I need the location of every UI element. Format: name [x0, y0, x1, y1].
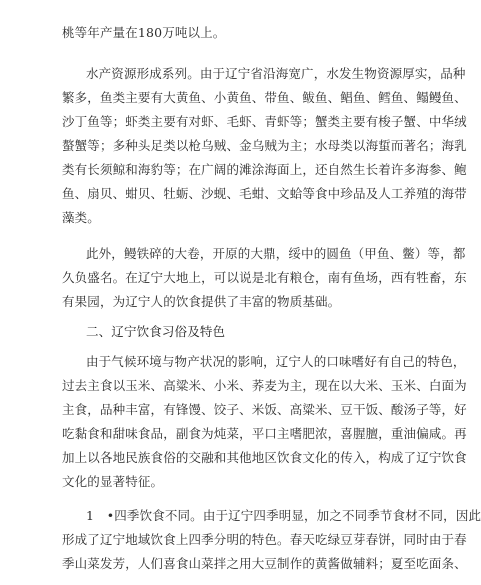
paragraph-line: 由于气候环境与物产状况的影响，辽宁人的口味嗜好有自己的特色， [86, 354, 466, 369]
paragraph-line: 久负盛名。在辽宁大地上，可以说是北有粮仓，南有鱼场，西有牲畜，东 [62, 270, 467, 285]
paragraph-line: 藻类。 [62, 210, 100, 225]
paragraph-line: 吃黏食和甜味食品，副食为炖菜，平口主嗜肥浓，喜腥膻，重油偏咸。再 [62, 426, 467, 441]
paragraph-line: 繁多，鱼类主要有大黄鱼、小黄鱼、带鱼、鲅鱼、鲳鱼、鳕鱼、鳎鳗鱼、 [62, 90, 467, 105]
paragraph-line: 过去主食以玉米、高粱米、小米、荞麦为主，现在以大米、玉米、白面为 [62, 378, 467, 393]
paragraph-line: 形成了辽宁地域饮食上四季分明的特色。春天吃绿豆芽春饼，同时由于春 [62, 532, 467, 547]
paragraph-line: 类有长须鲸和海豹等；在广阔的滩涂海面上，还自然生长着许多海参、鲍 [62, 162, 467, 177]
paragraph-line: 此外，鳗铁碎的大卷，开原的大鼎，绥中的圆鱼（甲鱼、鳖）等，都 [86, 246, 466, 261]
paragraph-line: 鱼、扇贝、蚶贝、牡蛎、沙蚬、毛蚶、文蛤等食中珍品及人工养殖的海带 [62, 186, 467, 201]
paragraph-line: 季山菜发芳，人们喜食山菜拌之用大豆制作的黄酱做辅料；夏至吃面条、 [62, 556, 467, 571]
paragraph-line: 螯蟹等；多种头足类以枪乌贼、金乌贼为主；水母类以海蜇而著名；海乳 [62, 138, 467, 153]
paragraph-line: 文化的显著特征。 [62, 474, 164, 489]
section-heading: 二、辽宁饮食习俗及特色 [86, 324, 226, 339]
paragraph-line: 有果园，为辽宁人的饮食提供了丰富的物质基础。 [62, 294, 341, 309]
list-item-line: 1 •四季饮食不同。由于辽宁四季明显，加之不同季节食材不同，因此 [86, 508, 481, 523]
paragraph-line: 桃等年产量在180万吨以上。 [62, 25, 226, 40]
paragraph-line: 加上以各地民族食俗的交融和其他地区饮食文化的传入，构成了辽宁饮食 [62, 450, 467, 465]
paragraph-line: 主食，品种丰富，有锋馒、饺子、米饭、高粱米、豆干饭、酸汤子等，好 [62, 402, 467, 417]
paragraph-line: 沙丁鱼等；虾类主要有对虾、毛虾、青虾等；蟹类主要有梭子蟹、中华绒 [62, 114, 467, 129]
paragraph-line: 水产资源形成系列。由于辽宁省沿海宽广，水发生物资源厚实，品种 [86, 66, 466, 81]
